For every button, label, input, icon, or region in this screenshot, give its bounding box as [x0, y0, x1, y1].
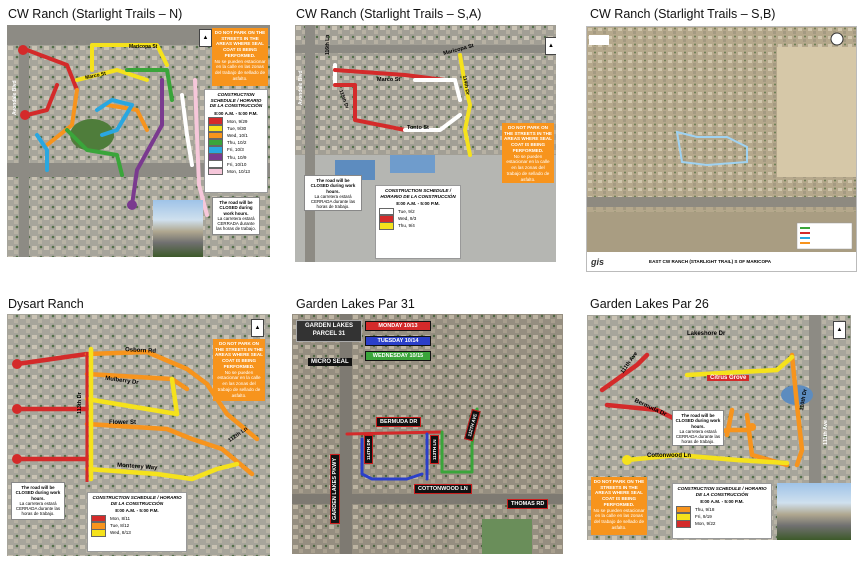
- schedule-date: Mon, 10/13: [227, 168, 250, 174]
- map-panel-cw-ranch-n: [7, 25, 270, 257]
- street-label: Maricopa St: [129, 44, 158, 50]
- north-arrow-icon: ▲: [251, 319, 264, 337]
- street-label: Avondale Blvd: [12, 80, 18, 115]
- closed-text: The road will be CLOSED during work hours.: [310, 178, 356, 194]
- street-label: Bermuda Dr: [633, 398, 668, 418]
- street-label: Marco St: [84, 70, 107, 82]
- no-parking-notice: [591, 477, 647, 535]
- title-cw-ranch-sa: CW Ranch (Starlight Trails – S,A): [296, 7, 482, 21]
- schedule-hours: 8:00 A.M. - 5:00 P.M.: [214, 110, 258, 116]
- road-closed-notice: [672, 410, 724, 446]
- schedule-date: Fri, 10/3: [227, 147, 244, 153]
- schedule-date: Fri, 10/10: [227, 161, 247, 167]
- closed-text-es: La carretera estará CERRADA durante las horas de trabajo.: [15, 500, 61, 517]
- map-footer: EAST CW RANCH (STARLIGHT TRAIL) S OF MARICOPA: [649, 259, 772, 264]
- street-label: 112th Ln: [227, 426, 250, 444]
- street-label: Cottonwood Ln: [647, 453, 691, 459]
- schedule-date: Wed, 9/3: [398, 216, 417, 222]
- street-label: 115th Dr: [337, 89, 350, 110]
- no-parking-notice: [502, 123, 554, 183]
- schedule-row: [91, 529, 183, 536]
- north-arrow-icon: ▲: [199, 29, 212, 47]
- schedule-date: Tue, 9/30: [227, 125, 247, 131]
- closed-text: The road will be CLOSED during work hours.: [219, 200, 253, 216]
- schedule-title: CONSTRUCTION SCHEDULE / HORARIO DE LA CONSTRUCCIÓN: [92, 495, 182, 506]
- street-label: 112TH AVE: [464, 409, 481, 442]
- schedule-hours: 8:00 A.M. - 5:00 P.M.: [115, 508, 159, 513]
- notice-text: DO NOT PARK ON THE STREETS IN THE AREAS WHERE SEAL COAT IS BEING PERFORMED.: [504, 125, 552, 153]
- schedule-title: CONSTRUCTION SCHEDULE / HORARIO DE LA CONSTRUCCIÓN: [380, 188, 456, 199]
- title-cw-ranch-n: CW Ranch (Starlight Trails – N): [8, 7, 183, 21]
- color-swatch: [91, 529, 106, 537]
- closed-text-es: La carretera estará CERRADA durante las horas de trabajo.: [310, 193, 356, 210]
- street-label: 114th Dr: [461, 75, 471, 96]
- notice-text: DO NOT PARK ON THE STREETS IN THE AREAS WHERE SEAL COAT IS BEING PERFORMED.: [214, 30, 266, 58]
- schedule-row: [676, 520, 768, 527]
- map-panel-dysart-ranch: [7, 314, 270, 556]
- no-parking-notice: [213, 339, 265, 401]
- notice-text-es: No se pueden estacionar en la calle en las zonas del trabajo de sellado de asfalto.: [214, 58, 266, 81]
- street-label: 113th Dr: [77, 392, 83, 414]
- gis-logo: gis: [591, 257, 605, 267]
- north-arrow-icon: ▲: [833, 321, 846, 339]
- street-label: Osborn Rd: [124, 347, 157, 355]
- schedule-title: CONSTRUCTION SCHEDULE / HORARIO DE LA CONSTRUCCIÓN: [209, 92, 263, 108]
- construction-schedule: [672, 483, 772, 539]
- road-closed-notice: [304, 175, 362, 211]
- construction-schedule: [375, 185, 461, 259]
- street-label: GARDEN LAKES PKWY: [330, 454, 340, 524]
- street-label: Monterey Way: [116, 462, 158, 472]
- notice-text: DO NOT PARK ON THE STREETS IN THE AREAS WHERE SEAL COAT IS BEING PERFORMED.: [215, 341, 263, 369]
- street-label: Flower St: [109, 420, 137, 426]
- schedule-row: [208, 168, 264, 175]
- schedule-date: Thu, 10/9: [227, 154, 247, 160]
- closed-text-es: La carretera estará CERRADA durante las horas de trabajo.: [675, 428, 721, 445]
- notice-text-es: No se pueden estacionar en la calle en las zonas del trabajo de sellado de asfalto.: [593, 507, 645, 530]
- street-label: Avondale Blvd: [298, 70, 304, 105]
- street-label: 113TH LN: [430, 435, 439, 464]
- street-label: Maricopa St: [442, 43, 475, 57]
- street-label: 111th Ave: [619, 351, 640, 375]
- street-label: THOMAS RD: [507, 499, 548, 509]
- street-label: 110th Dr: [799, 388, 809, 412]
- day-box: WEDNESDAY 10/15: [365, 351, 431, 361]
- schedule-date: Wed, 8/13: [110, 530, 131, 536]
- street-label: COTTONWOOD LN: [414, 484, 472, 494]
- map-panel-cw-ranch-sb: [586, 26, 857, 272]
- street-label: BERMUDA DR: [376, 417, 421, 427]
- schedule-date: Mon, 8/11: [110, 516, 131, 522]
- street-label: Tonto St: [407, 125, 429, 131]
- notice-text: DO NOT PARK ON THE STREETS IN THE AREAS WHERE SEAL COAT IS BEING PERFORMED.: [593, 479, 645, 507]
- parcel-header: GARDEN LAKES PARCEL 31: [296, 320, 362, 342]
- street-label: Mulberry Dr: [104, 375, 139, 387]
- schedule-row: [379, 222, 457, 229]
- schedule-date: Tue, 9/2: [398, 209, 415, 215]
- street-photo: [777, 483, 851, 540]
- construction-schedule: [87, 492, 187, 552]
- schedule-date: Wed, 10/1: [227, 132, 248, 138]
- closed-text-es: La carretera estará CERRADA durante las horas de trabajo.: [216, 215, 256, 232]
- schedule-hours: 8:00 A.M. - 5:00 P.M.: [396, 201, 440, 206]
- schedule-date: Thu, 9/18: [695, 507, 715, 513]
- color-swatch: [676, 520, 691, 528]
- road-closed-notice: [212, 197, 260, 235]
- schedule-date: Tue, 8/12: [110, 523, 130, 529]
- schedule-hours: 8:00 A.M. - 5:00 P.M.: [700, 499, 744, 504]
- street-label: 114TH DR: [364, 435, 373, 464]
- notice-text-es: No se pueden estacionar en la calle en las zonas del trabajo de sellado de asfalto.: [217, 369, 261, 398]
- street-label: Citrus Grove: [707, 375, 749, 381]
- title-garden-lakes-26: Garden Lakes Par 26: [590, 297, 709, 311]
- color-swatch: [379, 222, 394, 230]
- schedule-title: CONSTRUCTION SCHEDULE / HORARIO DE LA CONSTRUCCIÓN: [677, 486, 767, 497]
- schedule-date: Mon, 9/29: [227, 118, 248, 124]
- street-label: 116th Ln: [325, 34, 331, 55]
- notice-text-es: No se pueden estacionar en la calle en las zonas del trabajo de sellado de asfalto.: [506, 153, 550, 182]
- closed-text: The road will be CLOSED during work hours.: [675, 413, 721, 429]
- closed-text: The road will be CLOSED during work hours.: [15, 485, 61, 501]
- schedule-date: Mon, 9/22: [695, 521, 716, 527]
- title-garden-lakes-31: Garden Lakes Par 31: [296, 297, 415, 311]
- map-panel-garden-lakes-31: [292, 314, 563, 554]
- street-label: Marco St: [377, 77, 401, 83]
- title-dysart-ranch: Dysart Ranch: [8, 297, 84, 311]
- construction-schedule: [204, 89, 268, 193]
- map-panel-garden-lakes-26: [587, 315, 851, 540]
- method-label: MICRO SEAL: [308, 358, 352, 366]
- no-parking-notice: [212, 28, 268, 86]
- title-cw-ranch-sb: CW Ranch (Starlight Trails – S,B): [590, 7, 776, 21]
- north-arrow-icon: ▲: [545, 37, 556, 55]
- day-box: TUESDAY 10/14: [365, 336, 431, 346]
- street-label: Lakeshore Dr: [687, 331, 726, 337]
- schedule-date: Thu, 10/2: [227, 140, 247, 146]
- street-label: 111th Ave: [823, 420, 829, 445]
- schedule-date: Fri, 9/19: [695, 514, 712, 520]
- street-photo: [153, 200, 203, 257]
- map-panel-cw-ranch-sa: [295, 25, 556, 262]
- color-swatch: [208, 168, 223, 176]
- road-closed-notice: [11, 482, 65, 520]
- schedule-date: Thu, 9/4: [398, 223, 415, 229]
- day-box: MONDAY 10/13: [365, 321, 431, 331]
